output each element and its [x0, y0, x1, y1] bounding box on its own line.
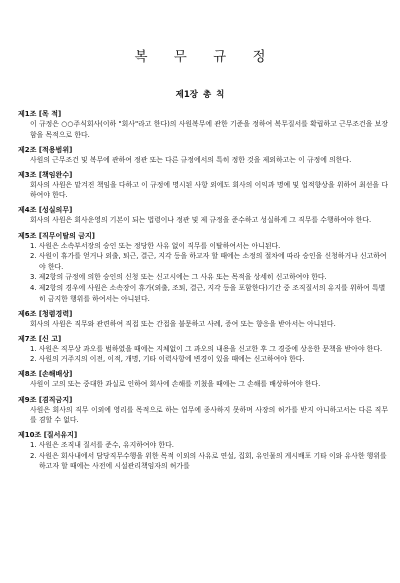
- article: [18, 430, 388, 472]
- chapter-title: 제1장 총 칙: [175, 90, 225, 100]
- article-heading: 제5조 [직무이탈의 금지]: [18, 231, 96, 240]
- article: [18, 395, 388, 426]
- article: [18, 109, 388, 140]
- article-heading: 제9조 [겸직금지]: [18, 395, 73, 404]
- article-heading: 제10조 [질서유지]: [18, 431, 78, 440]
- article-heading: 제6조 [청렴경력]: [18, 309, 73, 318]
- article-paragraph: 회사의 사원은 회사운영의 기본이 되는 법령이나 정관 및 제 규정을 준수하고 성실하게 그 직무를 수행하여야 한다.: [30, 216, 372, 225]
- article: [18, 231, 388, 305]
- article: [18, 334, 388, 365]
- article-paragraph: 이 규정은 ○○주식회사(이하 "회사"라고 한다)의 사원복무에 관한 기준을 정하여 복무질서를 확립하고 근무조건을 보장함을 목적으로 한다.: [30, 120, 388, 139]
- article-item: 2. 사원의 거주지의 이전, 이적, 개명, 기타 이력사항에 변경이 있을 때에는 신고하여야 한다.: [30, 355, 305, 364]
- article: [18, 309, 388, 330]
- article-heading: 제2조 [적용범위]: [18, 145, 73, 154]
- article-item: 4. 제2항의 경우에 사원은 소속장이 휴가(외출, 조퇴, 결근, 지각 등을 포함한다)기간 중 조직질서의 유지를 위하여 특별히 금지한 행위를 하여서는 아니된다.: [30, 283, 386, 303]
- article-heading: 제7조 [신 고]: [18, 334, 62, 343]
- article-item: 2. 사원은 회사내에서 담당직무수행을 위한 목적 이외의 사유로 연설, 집회, 유인물의 게시배포 기타 이와 유사한 행위를 하고자 할 때에는 사전에 시설관리책임자의 허가를: [30, 451, 387, 471]
- article-paragraph: 사원이 고의 또는 중대한 과실로 인하여 회사에 손해를 끼쳤을 때에는 그 손해를 배상하여야 한다.: [30, 380, 321, 389]
- article-heading: 제1조 [목 적]: [18, 110, 62, 118]
- article-item: 2. 사원이 휴가를 얻거나 외출, 퇴근, 결근, 지각 등을 하고자 할 때에는 소정의 절차에 따라 승인을 신청하거나 신고하여야 한다.: [30, 252, 387, 271]
- article-heading: 제8조 [손해배상]: [18, 370, 73, 379]
- article-item: 1. 사원은 소속부서장의 승인 또는 정당한 사유 없이 직무를 이탈하여서는 아니된다.: [30, 241, 281, 250]
- article-item: 3. 제2항의 규정에 의한 승인의 신청 또는 신고시에는 그 사유 또는 목적을 상세히 신고하여야 한다.: [30, 273, 327, 282]
- article-paragraph: 회사의 사원은 맡겨진 책임을 다하고 이 규정에 명시된 사항 외에도 회사의 이익과 명예 및 업적향상을 위하여 최선을 다하여야 한다.: [30, 180, 388, 200]
- article: [18, 369, 388, 390]
- article-item: 1. 사원은 조직내 질서를 준수, 유지하여야 한다.: [30, 441, 174, 450]
- article: [18, 170, 388, 201]
- document-title: 복 무 규 정: [134, 49, 277, 65]
- article: [18, 145, 388, 166]
- article-paragraph: 사원은 회사의 직무 이외에 영리를 목적으로 하는 업무에 종사하지 못하며 사장의 허가를 받지 아니하고서는 다른 직무를 겸할 수 없다.: [30, 405, 388, 425]
- article-paragraph: 회사의 사원은 직무와 관련하여 직접 또는 간접을 불문하고 사례, 증여 또는 향응을 받아서는 아니된다.: [30, 319, 336, 328]
- article-list: [18, 109, 388, 476]
- article-item: 1. 사원은 직무상 과오를 범하였을 때에는 지체없이 그 과오의 내용을 신고한 후 그 경중에 상응한 문책을 받아야 한다.: [30, 344, 383, 353]
- article-heading: 제4조 [성실의무]: [18, 206, 73, 215]
- article: [18, 205, 388, 226]
- article-heading: 제3조 [책임완수]: [18, 170, 73, 179]
- article-paragraph: 사원의 근무조건 및 복무에 관하여 정관 또는 다른 규정에서의 특히 정한 것을 제외하고는 이 규정에 의한다.: [30, 155, 352, 164]
